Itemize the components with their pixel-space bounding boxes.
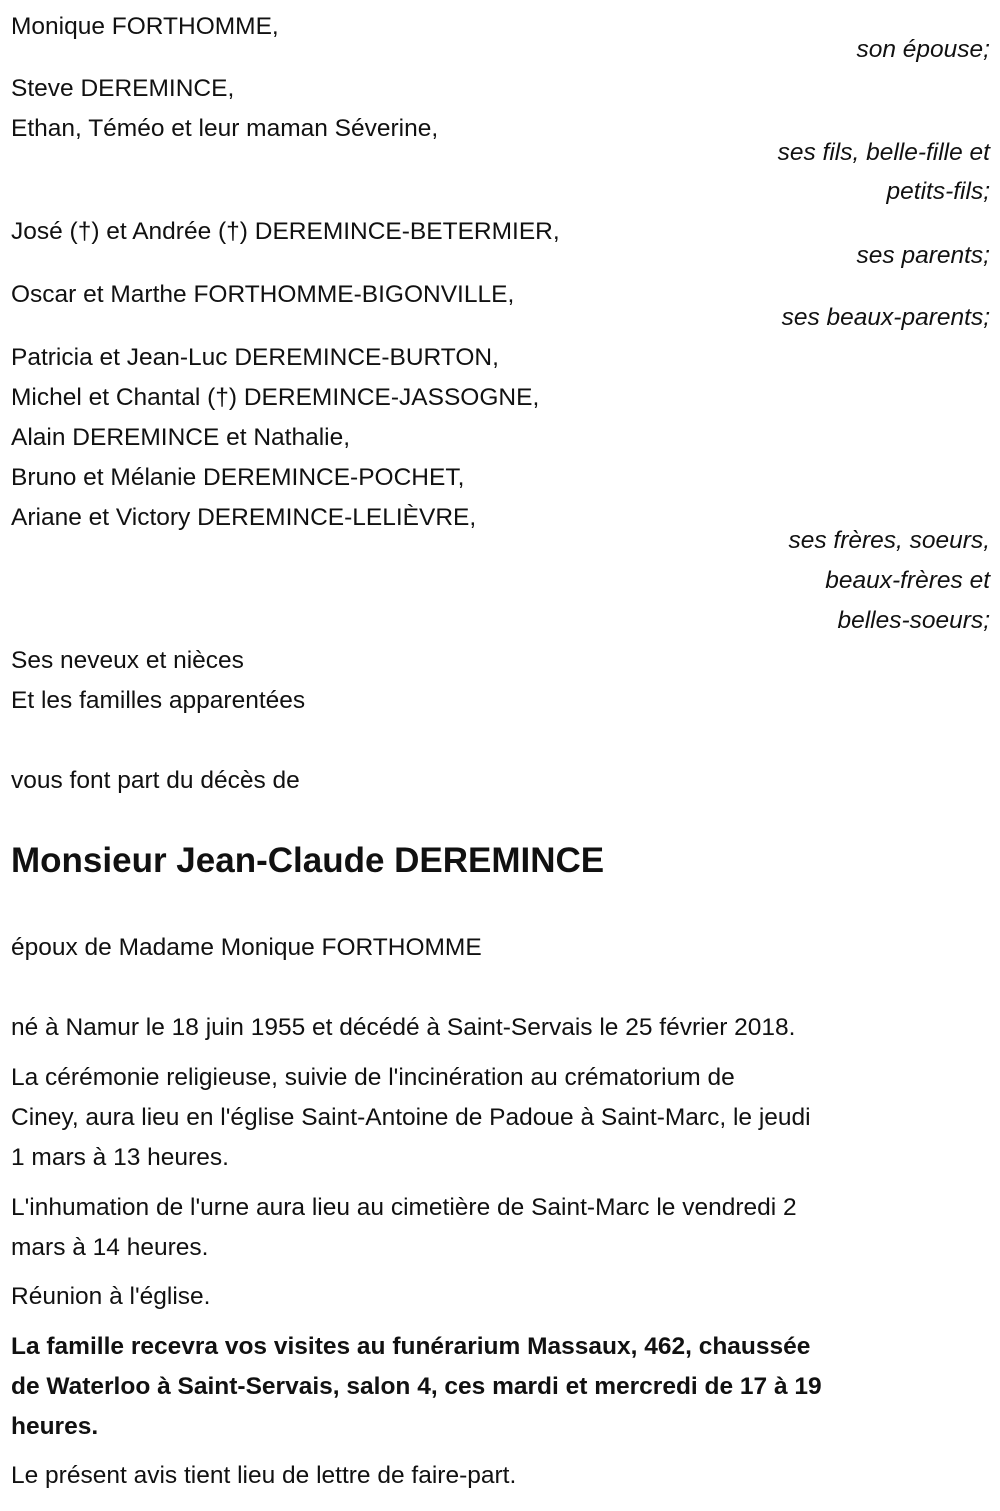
children-role: petits-fils; — [886, 178, 990, 205]
sibling-name: Bruno et Mélanie DEREMINCE-POCHET, — [11, 464, 465, 491]
sibling-name: Alain DEREMINCE et Nathalie, — [11, 424, 351, 451]
sibling-name: Patricia et Jean-Luc DEREMINCE-BURTON, — [11, 344, 499, 371]
visits-text: heures. — [11, 1413, 99, 1440]
burial-text: mars à 14 heures. — [11, 1234, 209, 1261]
birth-death-text: né à Namur le 18 juin 1955 et décédé à Saint-Servais le 25 février 2018. — [11, 1014, 796, 1041]
deceased-name-heading: Monsieur Jean-Claude DEREMINCE — [11, 841, 605, 880]
parents-names: José (†) et Andrée (†) DEREMINCE-BETERMIER, — [11, 218, 560, 245]
parents-in-law-names: Oscar et Marthe FORTHOMME-BIGONVILLE, — [11, 281, 515, 308]
intro-text: vous font part du décès de — [11, 767, 300, 794]
notice-text: Le présent avis tient lieu de lettre de faire-part. — [11, 1462, 517, 1489]
visits-text: La famille recevra vos visites au funérarium Massaux, 462, chaussée — [11, 1333, 811, 1360]
siblings-role: beaux-frères et — [825, 567, 990, 594]
meeting-text: Réunion à l'église. — [11, 1283, 211, 1310]
children-role: ses fils, belle-fille et — [777, 139, 990, 166]
burial-text: L'inhumation de l'urne aura lieu au cimetière de Saint-Marc le vendredi 2 — [11, 1194, 797, 1221]
grandchildren-names: Ethan, Téméo et leur maman Séverine, — [11, 115, 439, 142]
siblings-role: belles-soeurs; — [837, 607, 990, 634]
ceremony-text: 1 mars à 13 heures. — [11, 1144, 229, 1171]
parents-role: ses parents; — [856, 242, 990, 269]
sibling-name: Ariane et Victory DEREMINCE-LELIÈVRE, — [11, 504, 477, 531]
ceremony-text: Ciney, aura lieu en l'église Saint-Antoine de Padoue à Saint-Marc, le jeudi — [11, 1104, 811, 1131]
spouse-role: son épouse; — [856, 36, 990, 63]
sibling-name: Michel et Chantal (†) DEREMINCE-JASSOGNE, — [11, 384, 540, 411]
ceremony-text: La cérémonie religieuse, suivie de l'incinération au crématorium de — [11, 1064, 735, 1091]
spouse-name: Monique FORTHOMME, — [11, 13, 279, 40]
others-line: Et les familles apparentées — [11, 687, 306, 714]
spouse-line: époux de Madame Monique FORTHOMME — [11, 934, 482, 961]
child-name: Steve DEREMINCE, — [11, 75, 235, 102]
siblings-role: ses frères, soeurs, — [788, 527, 990, 554]
parents-in-law-role: ses beaux-parents; — [781, 304, 990, 331]
others-line: Ses neveux et nièces — [11, 647, 244, 674]
visits-text: de Waterloo à Saint-Servais, salon 4, ces mardi et mercredi de 17 à 19 — [11, 1373, 822, 1400]
